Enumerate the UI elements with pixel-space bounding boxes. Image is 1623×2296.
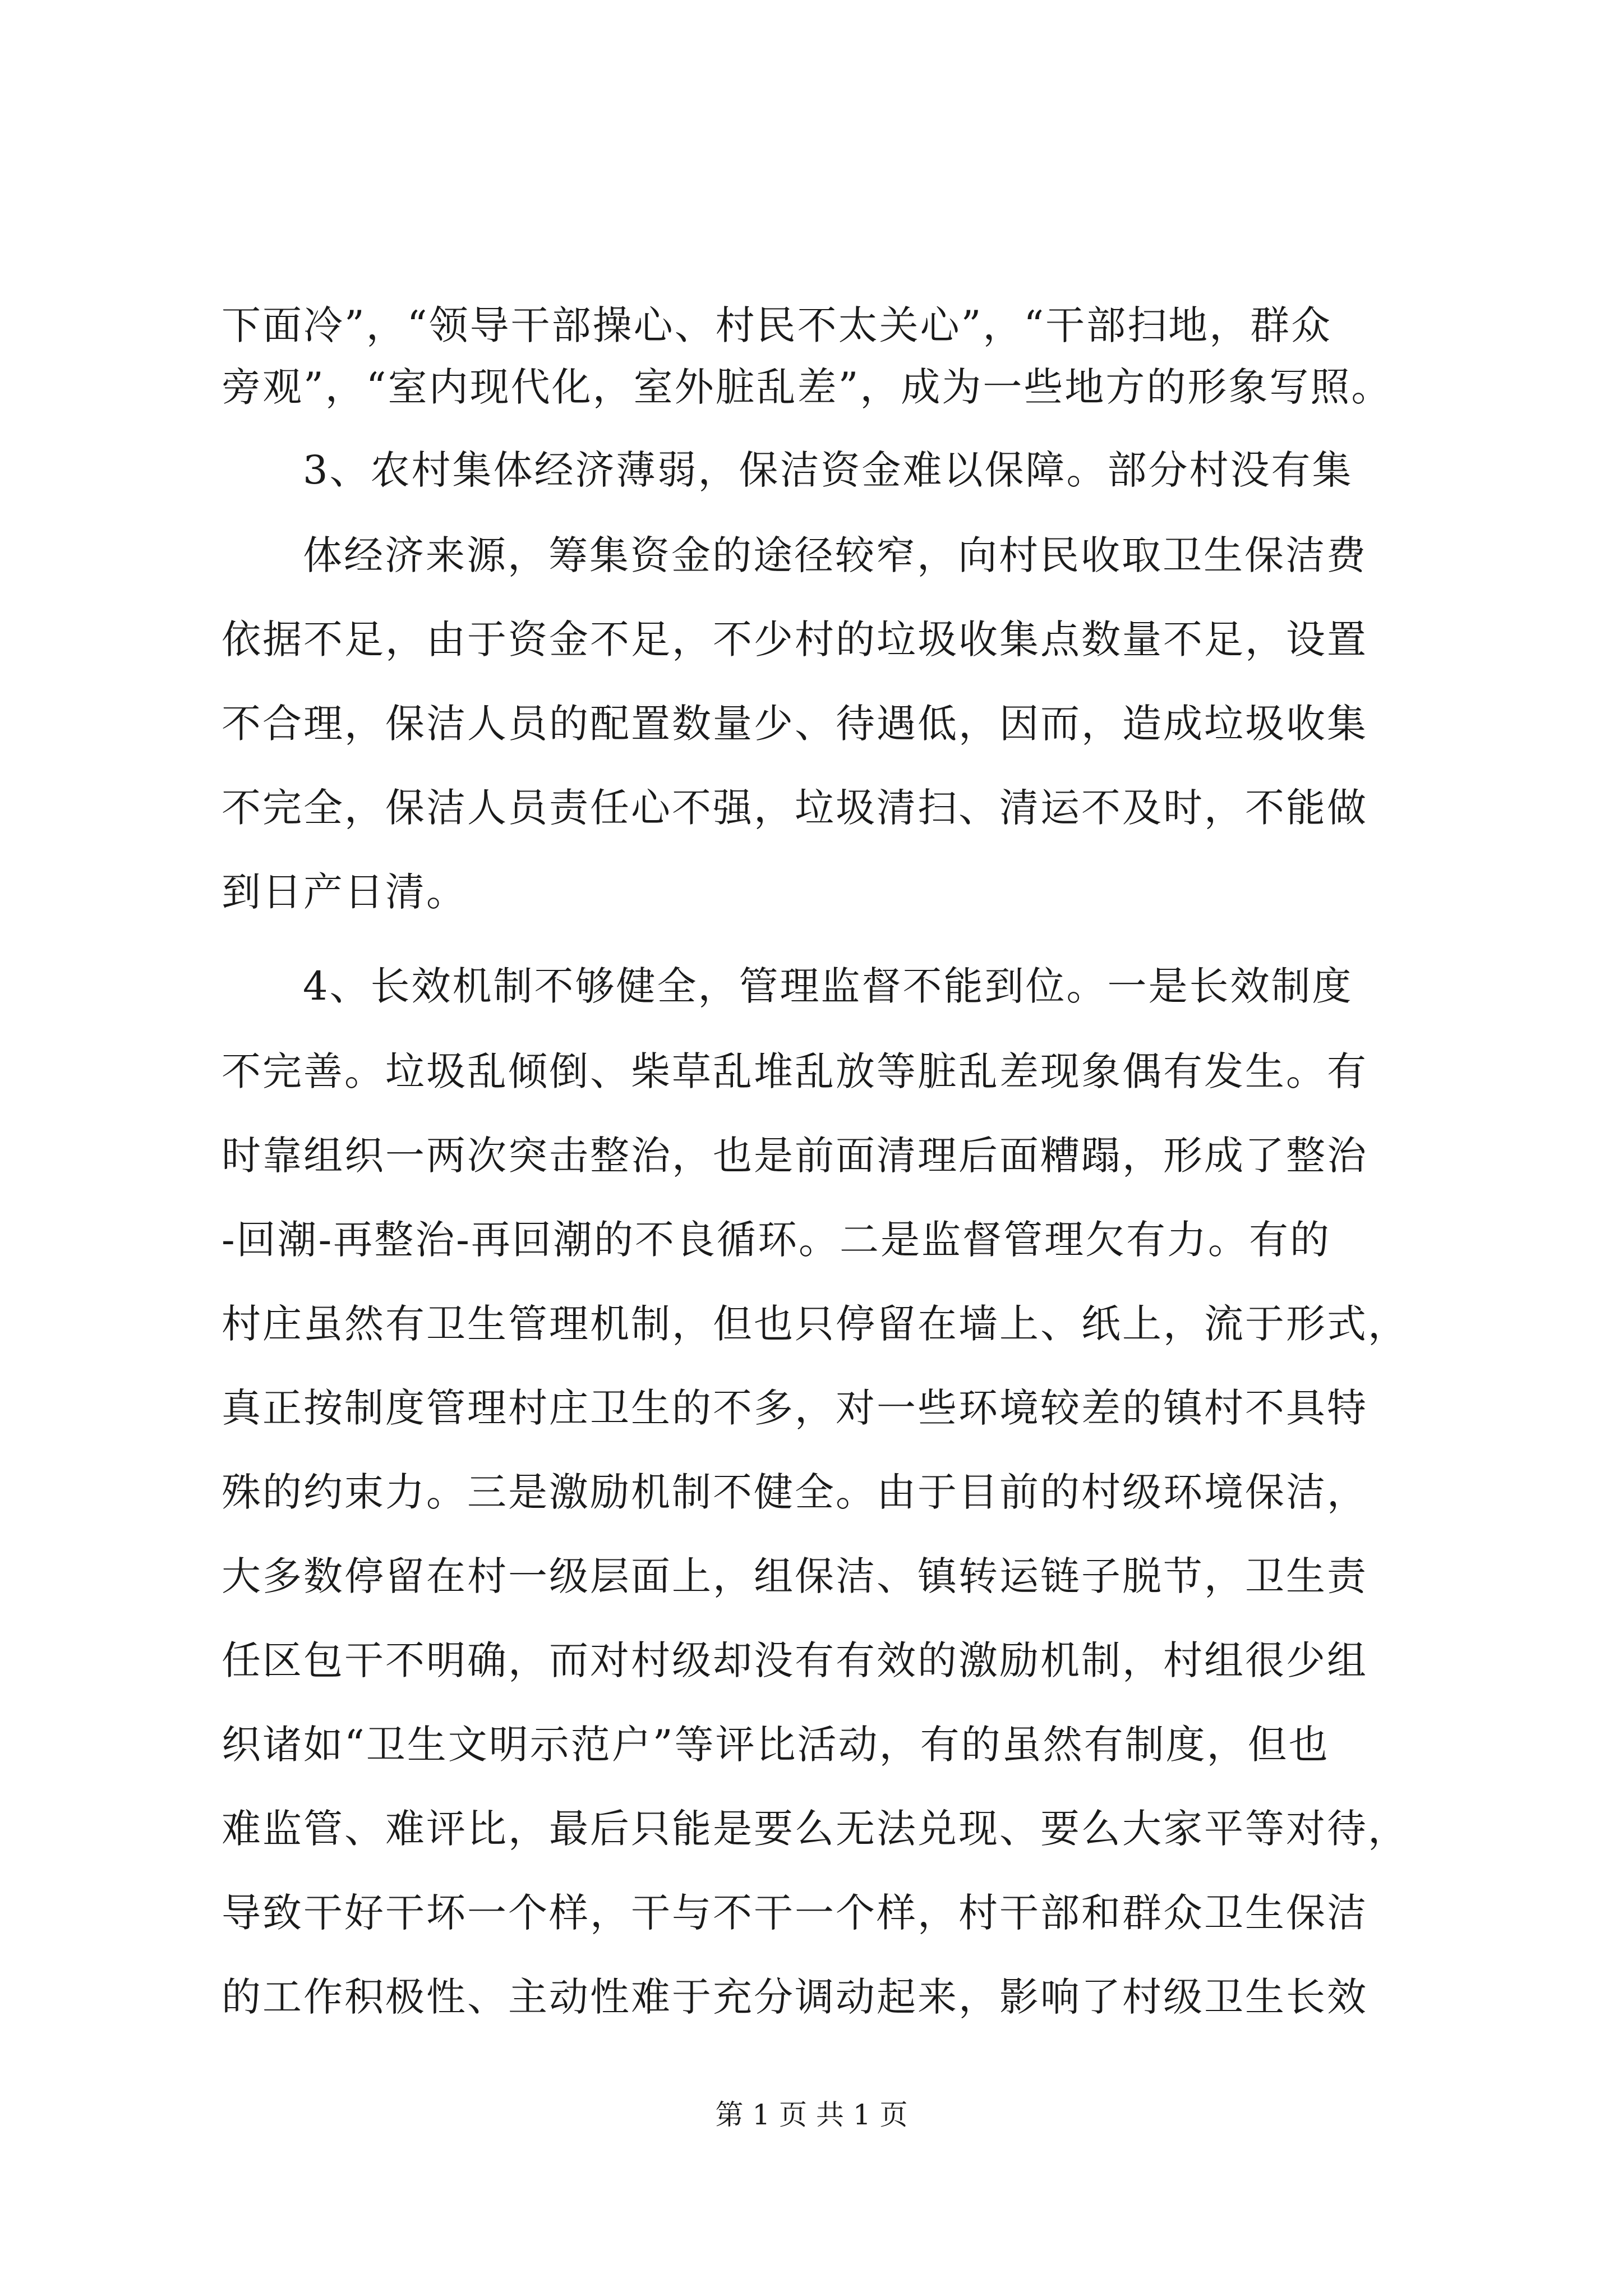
text-line: 村庄虽然有卫生管理机制，但也只停留在墙上、纸上，流于形式，: [222, 1301, 1409, 1347]
text-line: 不完全，保洁人员责任心不强，垃圾清扫、清运不及时，不能做: [222, 785, 1368, 831]
text-line: 旁观”，“室内现代化，室外脏乱差”，成为一些地方的形象写照。: [222, 364, 1393, 410]
text-line: 到日产日清。: [222, 869, 467, 915]
text-line: 导致干好干坏一个样，干与不干一个样，村干部和群众卫生保洁: [222, 1890, 1368, 1936]
text-line: 难监管、难评比，最后只能是要么无法兑现、要么大家平等对待，: [222, 1806, 1409, 1852]
text-line: 时靠组织一两次突击整治，也是前面清理后面糟蹋，形成了整治: [222, 1133, 1368, 1179]
text-line: 不合理，保洁人员的配置数量少、待遇低，因而，造成垃圾收集: [222, 701, 1368, 747]
page-number-footer: 第 1 页 共 1 页: [715, 2099, 908, 2131]
text-line: 任区包干不明确，而对村级却没有有效的激励机制，村组很少组: [222, 1637, 1368, 1683]
text-line: 大多数停留在村一级层面上，组保洁、镇转运链子脱节，卫生责: [222, 1553, 1368, 1599]
text-line: -回潮-再整治-再回潮的不良循环。二是监督管理欠有力。有的: [222, 1217, 1331, 1263]
paragraph-start-line: 4、长效机制不够健全，管理监督不能到位。一是长效制度: [303, 963, 1353, 1009]
text-line: 不完善。垃圾乱倾倒、柴草乱堆乱放等脏乱差现象偶有发生。有: [222, 1048, 1368, 1094]
text-line: 织诸如“卫生文明示范户”等评比活动，有的虽然有制度，但也: [222, 1722, 1330, 1768]
paragraph-start-line: 3、农村集体经济薄弱，保洁资金难以保障。部分村没有集: [303, 447, 1353, 493]
text-line: 的工作积极性、主动性难于充分调动起来，影响了村级卫生长效: [222, 1974, 1368, 2020]
text-line: 依据不足，由于资金不足，不少村的垃圾收集点数量不足，设置: [222, 616, 1368, 662]
text-line: 殊的约束力。三是激励机制不健全。由于目前的村级环境保洁，: [222, 1469, 1368, 1515]
text-line: 体经济来源，筹集资金的途径较窄，向村民收取卫生保洁费: [303, 532, 1367, 578]
text-line: 下面冷”，“领导干部操心、村民不太关心”，“干部扫地，群众: [222, 302, 1332, 348]
text-line: 真正按制度管理村庄卫生的不多，对一些环境较差的镇村不具特: [222, 1385, 1368, 1431]
